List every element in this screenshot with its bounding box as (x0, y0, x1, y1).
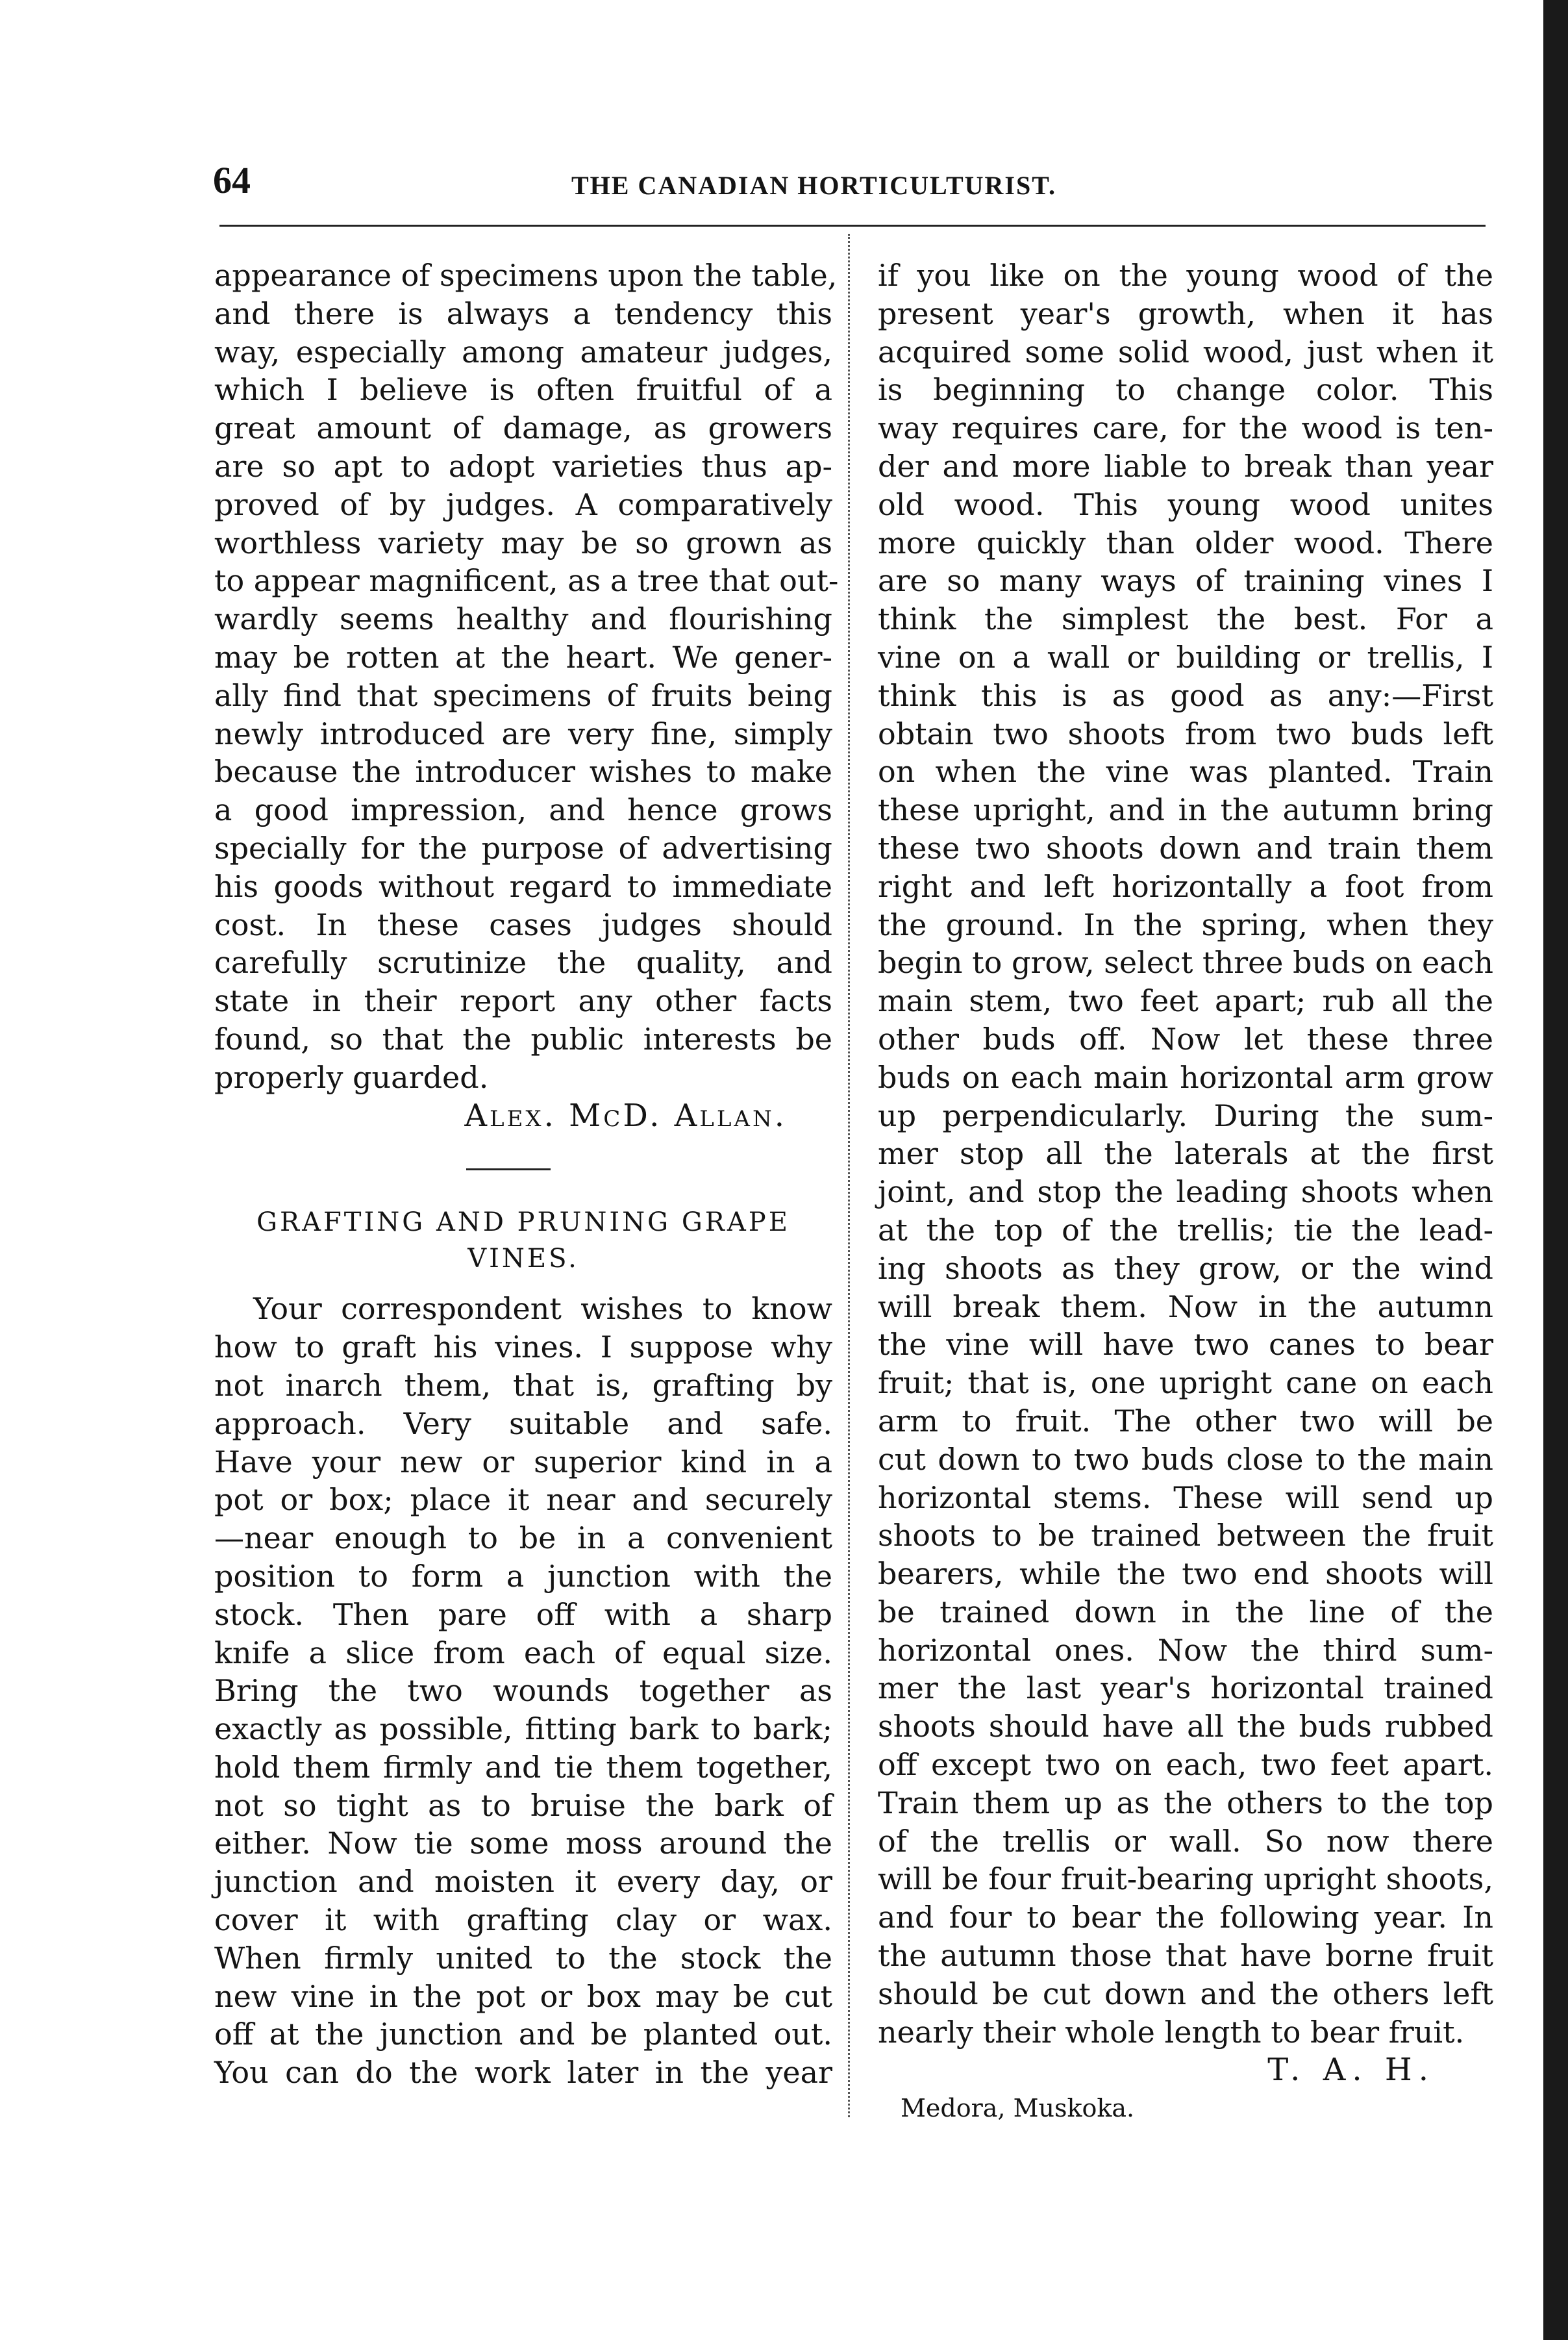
text-line: pot or box; place it near and securely (214, 1482, 832, 1518)
text-line: Train them up as the others to the top (878, 1785, 1493, 1820)
text-line: up perpendicularly. During the sum- (878, 1098, 1493, 1133)
text-line: proved of by judges. A comparatively (214, 486, 832, 522)
text-line: joint, and stop the leading shoots when (878, 1174, 1493, 1210)
author-place: Medora, Muskoka. (901, 2094, 1135, 2123)
text-line: is beginning to change color. This (878, 372, 1493, 408)
text-line: Bring the two wounds together as (214, 1673, 832, 1709)
text-line: mer the last year's horizontal trained (878, 1670, 1493, 1706)
text-line: other buds off. Now let these three (878, 1021, 1493, 1057)
text-line: present year's growth, when it has (878, 296, 1493, 331)
page-number: 64 (213, 159, 251, 201)
text-line: When firmly united to the stock the (214, 1940, 832, 1976)
text-line: old wood. This young wood unites (878, 486, 1493, 522)
text-line: arm to fruit. The other two will be (878, 1403, 1493, 1439)
running-title: THE CANADIAN HORTICULTURIST. (571, 171, 1056, 200)
text-line: because the introducer wishes to make (214, 754, 832, 790)
text-line: may be rotten at the heart. We gener- (214, 639, 832, 675)
text-line: on when the vine was planted. Train (878, 754, 1493, 790)
text-line: stock. Then pare off with a sharp (214, 1596, 832, 1632)
text-line: der and more liable to break than year (878, 448, 1493, 484)
text-line: worthless variety may be so grown as (214, 525, 832, 560)
text-line: —near enough to be in a convenient (214, 1520, 832, 1556)
text-line: his goods without regard to immediate (214, 868, 832, 904)
text-line: shoots should have all the buds rubbed (878, 1709, 1493, 1744)
text-line: buds on each main horizontal arm grow (878, 1059, 1493, 1095)
text-line: and there is always a tendency this (214, 296, 832, 331)
text-line: of the trellis or wall. So now there (878, 1823, 1493, 1859)
text-line: Your correspondent wishes to know (253, 1291, 832, 1327)
text-line: cut down to two buds close to the main (878, 1441, 1493, 1477)
text-line: specially for the purpose of advertising (214, 830, 832, 866)
article-heading (214, 1204, 832, 1277)
article-body-continued (878, 257, 1493, 2051)
text-line: off at the junction and be planted out. (214, 2017, 832, 2052)
text-line: right and left horizontally a foot from (878, 868, 1493, 904)
text-line: will break them. Now in the autumn (878, 1289, 1493, 1324)
text-line: are so many ways of training vines I (878, 563, 1493, 599)
text-line: and four to bear the following year. In (878, 1900, 1493, 1935)
text-line: think this is as good as any:—First (878, 677, 1493, 713)
text-line: the vine will have two canes to bear (878, 1327, 1493, 1363)
text-line: off except two on each, two feet apart. (878, 1747, 1493, 1783)
column-divider (848, 234, 850, 2117)
text-line: will be four fruit-bearing upright shoots, (878, 1861, 1493, 1897)
text-line: horizontal stems. These will send up (878, 1479, 1493, 1515)
text-line: the autumn those that have borne fruit (878, 1938, 1493, 1974)
text-line: which I believe is often fruitful of a (214, 372, 832, 408)
text-line: hold them firmly and tie them together, (214, 1749, 832, 1785)
text-line: appearance of specimens upon the table, (214, 258, 838, 293)
article-heading-line: VINES. (467, 1244, 579, 1274)
text-line: how to graft his vines. I suppose why (214, 1329, 832, 1365)
text-line: not so tight as to bruise the bark of (214, 1787, 832, 1823)
text-line: bearers, while the two end shoots will (878, 1556, 1493, 1592)
text-line: Have your new or superior kind in a (214, 1444, 832, 1479)
text-line: nearly their whole length to bear fruit. (878, 2014, 1465, 2050)
text-line: fruit; that is, one upright cane on each (878, 1365, 1493, 1401)
text-line: main stem, two feet apart; rub all the (878, 983, 1493, 1019)
text-line: way requires care, for the wood is ten- (878, 410, 1493, 446)
text-line: shoots to be trained between the fruit (878, 1518, 1493, 1554)
text-line: exactly as possible, fitting bark to bark; (214, 1711, 832, 1747)
article-body (214, 1290, 832, 2092)
text-line: think the simplest the best. For a (878, 601, 1493, 637)
text-line: are so apt to adopt varieties thus ap- (214, 448, 832, 484)
text-line: new vine in the pot or box may be cut (214, 1978, 832, 2014)
text-line: not inarch them, that is, grafting by (214, 1367, 832, 1403)
text-line: at the top of the trellis; tie the lead- (878, 1212, 1493, 1248)
text-line: vine on a wall or building or trellis, I (878, 639, 1493, 675)
text-line: should be cut down and the others left (878, 1976, 1493, 2011)
header-rule (219, 225, 1486, 227)
text-line: horizontal ones. Now the third sum- (878, 1632, 1493, 1668)
text-line: mer stop all the laterals at the first (878, 1136, 1493, 1172)
text-line: a good impression, and hence grows (214, 792, 832, 828)
left-column (214, 257, 839, 2092)
text-line: if you like on the young wood of the (878, 258, 1493, 293)
text-line: carefully scrutinize the quality, and (214, 945, 832, 981)
text-line: properly guarded. (214, 1059, 489, 1095)
article-heading-line: GRAFTING AND PRUNING GRAPE (256, 1207, 790, 1238)
text-line: more quickly than older wood. There (878, 525, 1493, 560)
text-line: You can do the work later in the year (214, 2055, 832, 2091)
text-line: cover it with grafting clay or wax. (214, 1902, 832, 1938)
text-line: ally find that specimens of fruits being (214, 677, 832, 713)
text-line: state in their report any other facts (214, 983, 832, 1019)
text-line: knife a slice from each of equal size. (214, 1635, 832, 1670)
text-line: approach. Very suitable and safe. (214, 1405, 832, 1441)
text-line: either. Now tie some moss around the (214, 1826, 832, 1861)
section-separator (466, 1168, 551, 1170)
text-line: cost. In these cases judges should (214, 907, 832, 942)
text-line: obtain two shoots from two buds left (878, 716, 1493, 751)
text-line: way, especially among amateur judges, (214, 334, 832, 370)
scan-binding-edge (1543, 0, 1568, 2340)
text-line: ing shoots as they grow, or the wind (878, 1250, 1493, 1286)
text-line: found, so that the public interests be (214, 1021, 832, 1057)
text-line: the ground. In the spring, when they (878, 907, 1493, 942)
text-line: newly introduced are very fine, simply (214, 716, 832, 751)
continued-article (214, 257, 839, 1097)
text-line: these upright, and in the autumn bring (878, 792, 1493, 828)
text-line: junction and moisten it every day, or (214, 1864, 832, 1900)
text-line: position to form a junction with the (214, 1558, 832, 1594)
author-signature: Alex. McD. Allan. (464, 1097, 787, 1134)
text-line: be trained down in the line of the (878, 1594, 1493, 1629)
text-line: these two shoots down and train them (878, 830, 1493, 866)
text-line: begin to grow, select three buds on each (878, 945, 1493, 981)
text-line: wardly seems healthy and flourishing (214, 601, 832, 637)
text-line: acquired some solid wood, just when it (878, 334, 1493, 370)
right-column (878, 257, 1493, 2128)
text-line: to appear magnificent, as a tree that out- (214, 563, 839, 599)
text-line: great amount of damage, as growers (214, 410, 832, 446)
author-initials: T. A. H. (1267, 2052, 1435, 2089)
